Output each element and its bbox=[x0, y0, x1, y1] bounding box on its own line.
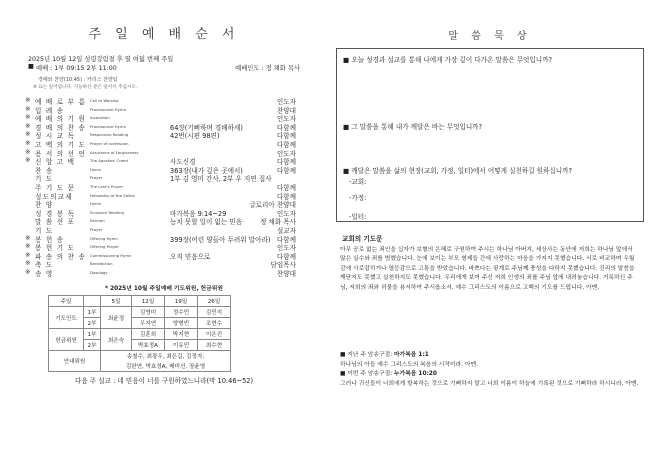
order-item bbox=[8, 251, 320, 260]
order-item-english: Commissioning Hymn bbox=[90, 252, 132, 258]
order-item-leader: 설교자 bbox=[276, 226, 296, 235]
rota-row bbox=[49, 329, 231, 340]
order-item-english: Doxology bbox=[90, 269, 108, 275]
rota-part: 2부 bbox=[84, 318, 101, 329]
order-item-leader: 다함께 bbox=[276, 158, 296, 167]
order-item-content: 능치 못할 일이 없는 믿음 bbox=[170, 218, 243, 227]
order-item-english: Offering Prayer bbox=[90, 244, 119, 250]
answer-work: -일터: bbox=[349, 213, 367, 221]
order-item bbox=[8, 208, 320, 217]
rota-cell: 조현수 bbox=[198, 318, 231, 329]
order-item-mark: ※ bbox=[25, 130, 31, 139]
rota-cell: 양형빈 bbox=[165, 318, 198, 329]
rota-cell: 김영미 bbox=[132, 307, 165, 318]
order-item-mark: ※ bbox=[25, 113, 31, 122]
order-item-english: Hymn bbox=[90, 166, 102, 172]
opening-praise: 경배와 찬양(10:45) : 카리스 찬양팀 bbox=[38, 77, 118, 83]
verse-this-week-header bbox=[340, 370, 644, 380]
standing-note: ※ 표는 일어섭니다. 가능하신 분은 일어서 주십시오. bbox=[33, 85, 138, 90]
order-item bbox=[8, 130, 320, 139]
order-item-leader: 다함께 bbox=[276, 166, 296, 175]
order-item-leader: 다함께 bbox=[276, 252, 296, 261]
verse-ref: 마가복음 1:1 bbox=[394, 352, 429, 359]
order-item-name: 봉 헌 송 bbox=[35, 235, 65, 244]
rota-cell: 이유민 bbox=[165, 340, 198, 351]
verse-label: ■ 지난 주 암송구절: bbox=[340, 352, 394, 359]
rota-guide-line: 김한연, 박효정A, 배미선, 장윤영 bbox=[101, 361, 231, 372]
order-item bbox=[8, 259, 320, 268]
order-item bbox=[8, 216, 320, 225]
rota-header-cell: 26일 bbox=[198, 296, 231, 307]
rota-row bbox=[49, 351, 231, 362]
service-times: 예배 : 1부 09:15 2부 11:00 bbox=[36, 65, 117, 72]
order-item bbox=[8, 156, 320, 165]
order-item-name: 성 시 교 독 bbox=[35, 132, 76, 141]
order-item bbox=[8, 173, 320, 182]
answer-home: -가정: bbox=[349, 194, 367, 202]
order-item-mark: ※ bbox=[25, 121, 31, 130]
page-title: 주 일 예 배 순 서 bbox=[88, 27, 240, 42]
order-item bbox=[8, 242, 320, 251]
order-item-name: 봉 헌 기 도 bbox=[35, 244, 76, 253]
order-item-name: 파 송 의 찬 송 bbox=[35, 252, 87, 261]
order-item bbox=[8, 225, 320, 234]
service-date: 2025년 10월 12일 성령강림절 후 열 여덟 번째 주일 bbox=[28, 56, 174, 63]
order-item-mark: ※ bbox=[25, 267, 31, 276]
order-item-english: The Lord's Prayer bbox=[90, 183, 124, 189]
rota-cell: 최은숙 bbox=[101, 329, 132, 351]
order-item bbox=[8, 113, 320, 122]
rota-header-cell: 5일 bbox=[101, 296, 132, 307]
square-bullet-icon: ■ bbox=[28, 63, 34, 70]
order-item-name: 예 배 로 부 름 bbox=[35, 98, 87, 106]
order-item-english: Prayer bbox=[90, 226, 103, 232]
order-item-leader: 찬양대 bbox=[276, 106, 296, 115]
order-item-content: 64장(기뻐하며 경배하세) bbox=[170, 123, 243, 132]
rota-header-cell bbox=[84, 296, 101, 307]
order-item-content: 363장(내가 깊은 곳에서) bbox=[170, 166, 243, 175]
order-item bbox=[8, 191, 320, 200]
order-item-content: 마가복음 9:14~29 bbox=[170, 209, 227, 218]
order-item-leader: 인도자 bbox=[276, 98, 296, 106]
order-item bbox=[8, 105, 320, 114]
rota-cell: 이은진 bbox=[198, 329, 231, 340]
order-item bbox=[8, 165, 320, 174]
order-item-leader: 다함께 bbox=[276, 140, 296, 149]
next-sermon: 다음 주 설교 : 네 믿음이 너를 구원하였느니라(막 10:46~52) bbox=[74, 377, 254, 386]
order-item-mark: ※ bbox=[25, 242, 31, 251]
order-item-name: 성 경 봉 독 bbox=[35, 209, 76, 218]
rota-label: 헌금위원 bbox=[49, 329, 84, 351]
order-item-leader: 다함께 bbox=[276, 192, 296, 201]
prayer-title: 교회의 기도문 bbox=[342, 235, 383, 243]
order-item-name: 예 배 의 기 원 bbox=[35, 115, 87, 124]
order-item-english: Processional Hymn bbox=[90, 106, 126, 112]
order-item-mark: ※ bbox=[25, 147, 31, 156]
service-info-row bbox=[8, 63, 320, 72]
rota-header-row bbox=[49, 296, 231, 307]
order-item-english: Scripture Reading bbox=[90, 209, 124, 215]
answer-church: -교회: bbox=[349, 178, 367, 186]
order-item-name: 고 백 의 기 도 bbox=[35, 140, 87, 149]
order-item-name: 주 기 도 문 bbox=[35, 183, 76, 192]
rota-part: 1부 bbox=[84, 329, 101, 340]
meditation-panel bbox=[336, 6, 644, 389]
order-item-content: 1부 김 영미 간사, 2부 우 지연 집사 bbox=[170, 175, 272, 184]
order-item-name: 용 서 의 선 언 bbox=[35, 149, 87, 158]
order-item bbox=[8, 199, 320, 208]
order-item-leader: 다함께 bbox=[276, 132, 296, 141]
rota-cell: 박지현 bbox=[165, 329, 198, 340]
rota-header-cell: 주일 bbox=[49, 296, 84, 307]
rota-cell: 정수민 bbox=[165, 307, 198, 318]
rota-cell: 최윤정 bbox=[101, 307, 132, 329]
meditation-title: 말 씀 묵 상 bbox=[448, 31, 532, 42]
worship-order-panel bbox=[8, 6, 320, 385]
order-item-leader: 다함께 bbox=[276, 183, 296, 192]
verse-text: 하나님의 아들 예수 그리스도의 복음의 시작이라. 아멘. bbox=[340, 361, 478, 368]
order-item-english: Sermon bbox=[90, 218, 105, 224]
order-item-english: The Apostles' Creed bbox=[90, 158, 128, 164]
rota-header-cell: 19일 bbox=[165, 296, 198, 307]
order-item-english: Benediction bbox=[90, 261, 113, 267]
order-item-mark: ※ bbox=[25, 233, 31, 242]
order-item bbox=[8, 96, 320, 105]
rota-label: 기도인도 bbox=[49, 307, 84, 329]
order-item-content: 42번(시편 98편) bbox=[170, 132, 220, 141]
order-item-mark: ※ bbox=[25, 259, 31, 268]
rota-cell: 김훈희 bbox=[132, 329, 165, 340]
order-item-english: Prayer bbox=[90, 175, 103, 181]
order-item-name: 성도의교제 bbox=[35, 192, 73, 201]
order-item-english: Offering Hymn bbox=[90, 235, 118, 241]
meditation-box bbox=[336, 48, 644, 222]
order-item-english: Prayer of confession bbox=[90, 140, 129, 146]
verse-this-week bbox=[340, 370, 644, 389]
order-item-leader: 찬양대 bbox=[276, 269, 296, 278]
order-item-leader: 정 채화 목사 bbox=[259, 218, 296, 227]
order-item-leader: 인도자 bbox=[276, 244, 296, 253]
order-item-mark: ※ bbox=[25, 96, 31, 104]
verse-text: 그러나 귀신들이 너희에게 항복하는 것으로 기뻐하지 말고 너희 이름이 하늘에 기록된 것으로 기뻐하라 하시니라. 아멘. bbox=[340, 380, 639, 387]
order-item-english: Assurance of Forgiveness bbox=[90, 149, 139, 155]
rota-cell: 우지연 bbox=[132, 318, 165, 329]
verse-last-week bbox=[340, 351, 644, 370]
order-item-name: 찬 송 bbox=[35, 166, 54, 175]
service-leader: 예배인도 : 정 채화 목사 bbox=[235, 65, 300, 72]
question-3: ■ 깨달은 말씀을 삶의 현장(교회, 가정, 일터)에서 어떻게 실천하길 원하십니까? bbox=[343, 167, 573, 175]
order-item-english: Responsive Reading bbox=[90, 132, 129, 138]
order-item-name: 축 도 bbox=[35, 261, 54, 270]
rota-cell: 김민지 bbox=[198, 307, 231, 318]
order-item-english: Hymn bbox=[90, 201, 102, 207]
order-item-mark: ※ bbox=[25, 250, 31, 259]
rota-cell: 최수현 bbox=[198, 340, 231, 351]
rota-part: 2부 bbox=[84, 340, 101, 351]
rota-row bbox=[49, 307, 231, 318]
order-item-english: Processional Hymn bbox=[90, 123, 126, 129]
order-item-mark: ※ bbox=[25, 104, 31, 113]
order-item-name: 신 앙 고 백 bbox=[35, 158, 76, 167]
order-item-leader: 인도자 bbox=[276, 149, 296, 158]
order-item bbox=[8, 122, 320, 131]
rota-guide-line: 송철수, 최광우, 최은길, 김정자, bbox=[101, 351, 231, 362]
order-item-leader: 담임목사 bbox=[270, 261, 296, 270]
order-item-content: 오직 믿음으로 bbox=[170, 252, 211, 261]
rota-title: * 2025년 10월 주일예배 기도위원, 헌금위원 bbox=[105, 286, 223, 293]
order-item-mark: ※ bbox=[25, 156, 31, 165]
order-item-name: 경 배 의 찬 송 bbox=[35, 123, 87, 132]
rota-header-cell: 12일 bbox=[132, 296, 165, 307]
order-item-content: 399장(어린 양들아 두려워 말아라) bbox=[170, 235, 271, 244]
order-item-english: Call to Worship bbox=[90, 98, 119, 103]
order-item-english: Fellowship of the Saints bbox=[90, 192, 135, 198]
order-item bbox=[8, 148, 320, 157]
order-item-name: 기 도 bbox=[35, 175, 54, 184]
order-item bbox=[8, 234, 320, 243]
rota-label: 안내위원 bbox=[49, 351, 101, 372]
order-item-leader: 인도자 bbox=[276, 115, 296, 124]
rota-table bbox=[48, 295, 231, 372]
rota-part: 1부 bbox=[84, 307, 101, 318]
verse-ref: 누가복음 10:20 bbox=[394, 371, 437, 378]
order-item-name: 말 씀 선 포 bbox=[35, 218, 76, 227]
order-item bbox=[8, 182, 320, 191]
order-item-leader: 다함께 bbox=[276, 235, 296, 244]
rota-cell: 박효정A bbox=[132, 340, 165, 351]
order-item-leader: 인도자 bbox=[276, 209, 296, 218]
order-item bbox=[8, 268, 320, 277]
order-item-leader: 다함께 bbox=[276, 123, 296, 132]
prayer-text: 아무 공로 없는 죄인을 십자가 보혈의 은혜로 구원하여 주시는 하나님 아버지, 세상사는 동안에 저희는 하나님 앞에서 많은 실수와 죄를 범했습니다. 눈에 보이는 부모 형제들 간에 사랑하는 마음을 가지지 못했습니다. 서로 비교하며 우월감에 사로잡히거나 열등감으로 고통을 받았습니다. 바쁘다는 핑계로 주님께 충성을 다하지 못했습니다. 진리의 말씀을 깨닫지도 못했고 실천하지도 못했습니다. 우리에게 보여 주신 저희 인생의 죄를 주님 앞에 내려놓습니다. 거룩하신 주님, 저희의 죄와 허물을 용서하여 주시옵소서. 예수 그리스도의 이름으로 고백의 기도를 드립니다. 아멘. bbox=[340, 247, 635, 291]
order-item-name: 입 례 송 bbox=[35, 106, 65, 115]
order-item-mark: ※ bbox=[25, 138, 31, 147]
question-1: ■ 오늘 성경과 설교를 통해 나에게 가장 깊이 다가온 말씀은 무엇입니까? bbox=[343, 56, 553, 64]
order-of-worship bbox=[8, 96, 320, 276]
order-item-name: 송 영 bbox=[35, 269, 54, 278]
verse-label: ■ 이번 주 암송구절: bbox=[340, 371, 394, 378]
question-2: ■ 그 말씀을 통해 내가 깨달은 바는 무엇입니까? bbox=[343, 123, 483, 131]
order-item-name: 찬 양 bbox=[35, 201, 54, 210]
order-item-leader: 글로리아 찬양대 bbox=[249, 201, 296, 210]
order-item-content: 사도신경 bbox=[170, 158, 196, 167]
verse-last-week-header bbox=[340, 351, 644, 361]
order-item bbox=[8, 139, 320, 148]
order-item-english: Invocation bbox=[90, 115, 110, 121]
order-item-name: 기 도 bbox=[35, 226, 54, 235]
